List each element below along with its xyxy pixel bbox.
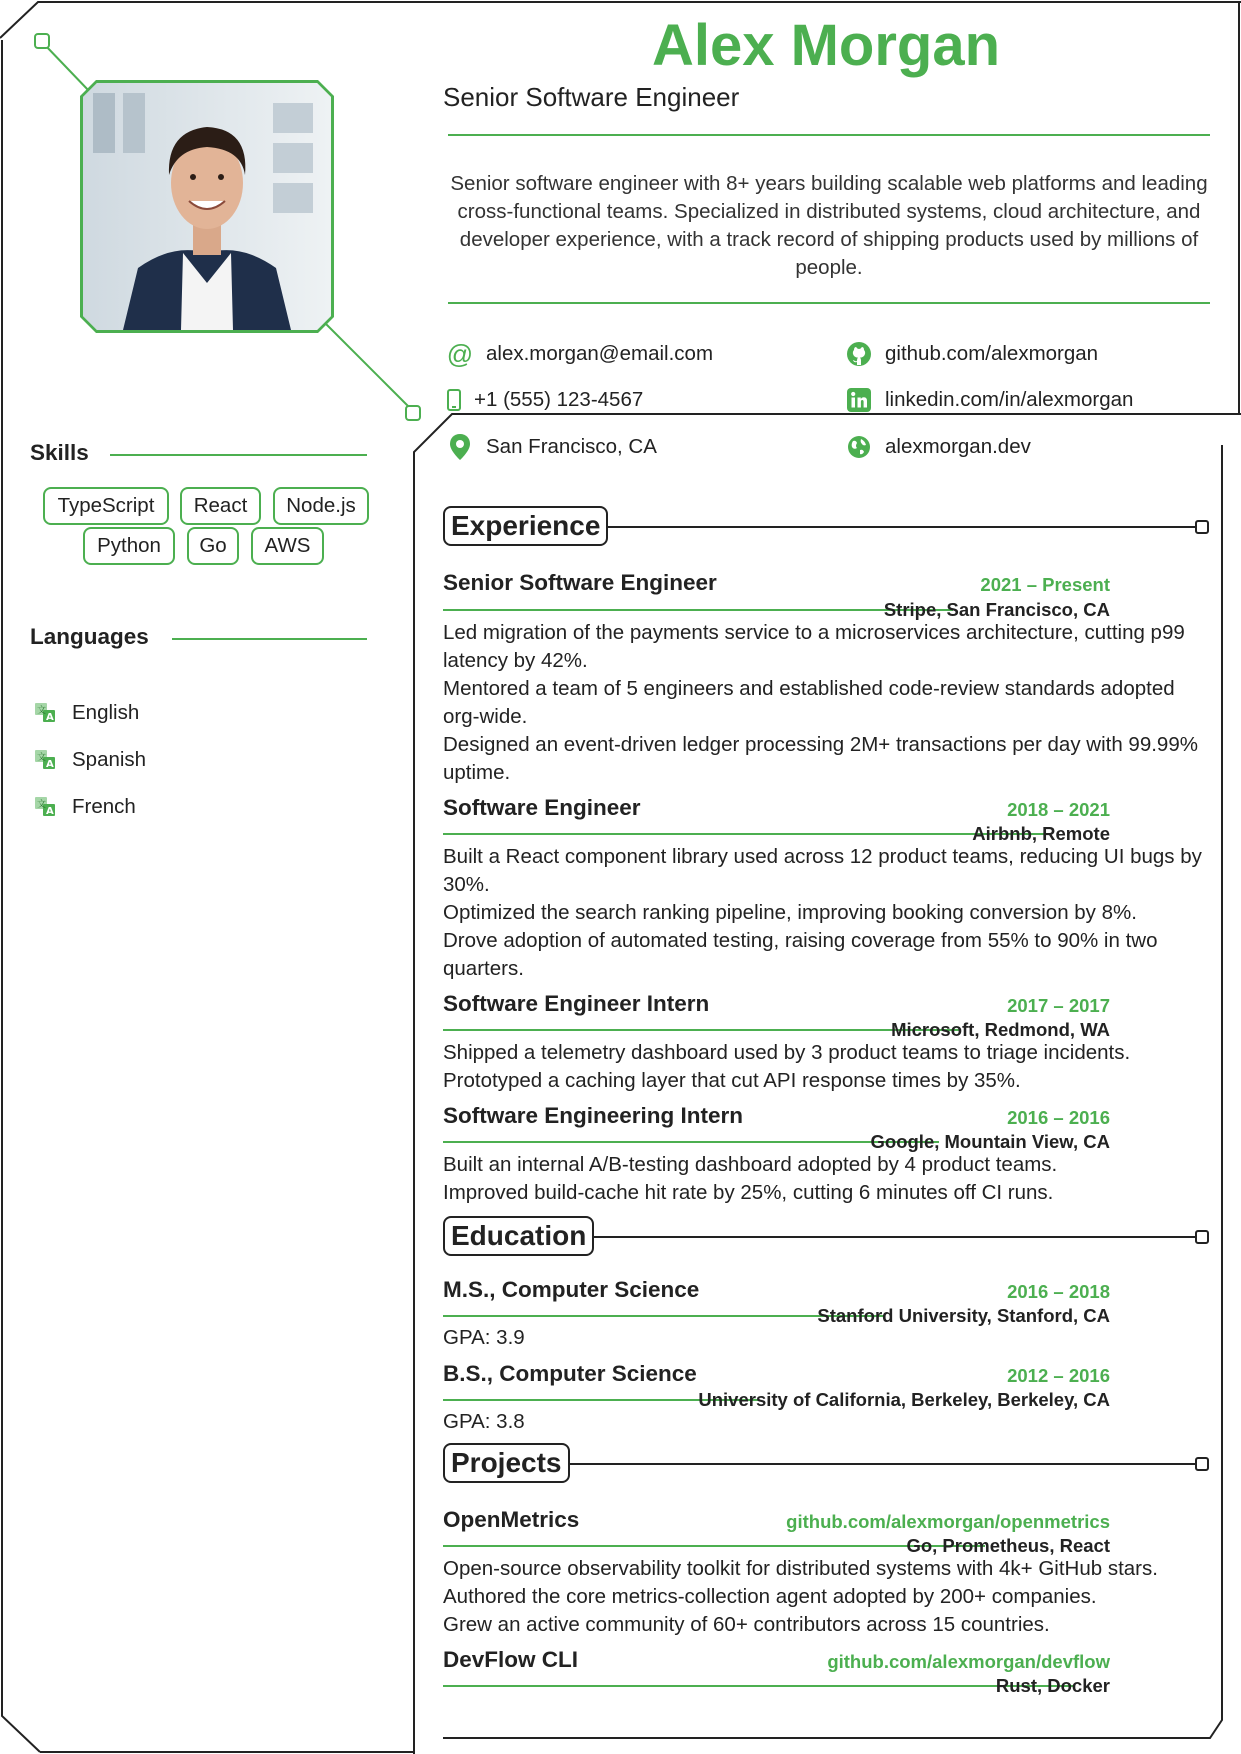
languages-heading-line: [172, 638, 367, 640]
project-bullet: Open-source observability toolkit for distributed systems with 4k+ GitHub stars.: [443, 1557, 1158, 1580]
phone-icon: [446, 386, 462, 414]
skill-chip: Python: [83, 527, 175, 565]
projects-heading-cap: [1195, 1457, 1209, 1471]
skill-chip: React: [180, 487, 261, 525]
candidate-title: Senior Software Engineer: [443, 82, 740, 112]
projects-heading-line: [569, 1463, 1196, 1465]
job-title: Software Engineer: [443, 795, 641, 820]
header-divider: [448, 134, 1210, 136]
job-dates: 2016 – 2016: [1007, 1107, 1110, 1128]
degree-dates: 2016 – 2018: [1007, 1281, 1110, 1302]
job-rule: [443, 1029, 961, 1031]
job-dates: 2018 – 2021: [1007, 799, 1110, 820]
portrait-image: [83, 83, 331, 330]
degree-title: M.S., Computer Science: [443, 1277, 700, 1302]
svg-text:文: 文: [37, 800, 47, 810]
contact-location-text: San Francisco, CA: [486, 435, 657, 458]
language-item: [34, 748, 146, 772]
skill-chip: Node.js: [273, 487, 369, 525]
project-bullet: Grew an active community of 60+ contributors across 15 countries.: [443, 1613, 1050, 1636]
skills-heading-line: [110, 454, 367, 456]
skill-chip: TypeScript: [43, 487, 169, 525]
contact-github[interactable]: [845, 340, 1098, 368]
skills-heading: Skills: [30, 440, 89, 465]
job-bullet: Built a React component library used across 12 product teams, reducing UI bugs by 30%.: [443, 845, 1202, 896]
degree-gpa: GPA: 3.8: [443, 1410, 525, 1433]
svg-text:A: A: [46, 806, 54, 817]
job-title: Software Engineer Intern: [443, 991, 710, 1016]
contact-location: [446, 433, 657, 461]
contact-linkedin[interactable]: [845, 386, 1133, 414]
map-pin-icon: [446, 433, 474, 461]
job-bullet: Designed an event-driven ledger processing 2M+ transactions per day with 99.99% uptime.: [443, 733, 1198, 784]
svg-text:文: 文: [37, 753, 47, 763]
job-bullet: Prototyped a caching layer that cut API response times by 35%.: [443, 1069, 1021, 1092]
project-link[interactable]: github.com/alexmorgan/openmetrics: [786, 1511, 1110, 1532]
svg-text:A: A: [46, 759, 54, 770]
job-bullet: Drove adoption of automated testing, raising coverage from 55% to 90% in two quarters.: [443, 929, 1158, 980]
svg-text:文: 文: [37, 706, 47, 716]
project-bullet: Authored the core metrics-collection agent adopted by 200+ companies.: [443, 1585, 1097, 1608]
job-bullets: [443, 619, 1213, 787]
language-label: Spanish: [72, 748, 147, 771]
job-bullet: Mentored a team of 5 engineers and established code-review standards adopted org-wide.: [443, 677, 1175, 728]
job-org: Airbnb, Remote: [972, 823, 1110, 844]
project-rule: [443, 1685, 1073, 1687]
job-bullet: Shipped a telemetry dashboard used by 3 product teams to triage incidents.: [443, 1041, 1131, 1064]
job-rule: [443, 609, 953, 611]
experience-heading: Experience: [443, 506, 608, 546]
projects-heading: Projects: [443, 1443, 570, 1483]
job-dates: 2017 – 2017: [1007, 995, 1110, 1016]
job-title: Senior Software Engineer: [443, 570, 717, 595]
job-org: Stripe, San Francisco, CA: [883, 599, 1110, 620]
languages-heading: Languages: [30, 624, 149, 649]
at-icon: @: [446, 338, 474, 369]
contact-email[interactable]: [446, 340, 713, 368]
job-org: Microsoft, Redmond, WA: [891, 1019, 1110, 1040]
degree-school: University of California, Berkeley, Berkeley, CA: [698, 1389, 1110, 1410]
job-bullet: Improved build-cache hit rate by 25%, cutting 6 minutes off CI runs.: [443, 1181, 1054, 1204]
job-rule: [443, 1141, 939, 1143]
job-bullet: Led migration of the payments service to a microservices architecture, cutting p99 latency by 42%.: [443, 621, 1185, 672]
contact-github-text: github.com/alexmorgan: [885, 342, 1099, 365]
skill-chip: AWS: [251, 527, 324, 565]
job-rule: [443, 833, 1047, 835]
job-org: Google, Mountain View, CA: [870, 1131, 1110, 1152]
translate-icon: [34, 702, 56, 724]
project-tech: Go, Prometheus, React: [906, 1535, 1110, 1556]
degree-dates: 2012 – 2016: [1007, 1365, 1110, 1386]
contact-linkedin-text: linkedin.com/in/alexmorgan: [885, 388, 1134, 411]
experience-heading-line: [608, 526, 1196, 528]
summary-text: Senior software engineer with 8+ years building scalable web platforms and leading cross-functional teams. Specialized in distributed systems, cloud architecture, and developer experience, with a track record of shipping products used by millions of people.: [450, 172, 1208, 279]
education-heading-line: [594, 1236, 1196, 1238]
contact-phone-text: +1 (555) 123-4567: [474, 388, 644, 411]
project-bullets: [443, 1555, 1213, 1639]
contact-website-text: alexmorgan.dev: [885, 435, 1031, 458]
job-dates: 2021 – Present: [980, 574, 1110, 595]
education-heading-cap: [1195, 1230, 1209, 1244]
svg-text:A: A: [46, 712, 54, 723]
translate-icon: [34, 749, 56, 771]
project-tech: Rust, Docker: [995, 1675, 1110, 1696]
candidate-name: Alex Morgan: [651, 13, 1001, 78]
job-title: Software Engineering Intern: [443, 1103, 744, 1128]
language-item: [34, 795, 136, 819]
job-bullets: [443, 1151, 1213, 1207]
project-link[interactable]: github.com/alexmorgan/devflow: [827, 1651, 1110, 1672]
summary-divider: [448, 302, 1210, 304]
contact-website[interactable]: [845, 433, 1031, 461]
linkedin-icon: [845, 386, 873, 414]
degree-school: Stanford University, Stanford, CA: [817, 1305, 1110, 1326]
education-heading: Education: [443, 1216, 594, 1256]
project-name: DevFlow CLI: [443, 1647, 579, 1672]
job-bullets: [443, 1039, 1213, 1095]
degree-title: B.S., Computer Science: [443, 1361, 697, 1386]
globe-icon: [845, 433, 873, 461]
job-bullet: Optimized the search ranking pipeline, improving booking conversion by 8%.: [443, 901, 1137, 924]
github-icon: [845, 340, 873, 368]
profile-photo: [80, 80, 334, 333]
language-item: [34, 701, 139, 725]
job-bullets: [443, 843, 1213, 983]
project-name: OpenMetrics: [443, 1507, 580, 1532]
contact-phone[interactable]: [446, 386, 643, 414]
experience-heading-cap: [1195, 520, 1209, 534]
skill-chip: Go: [187, 527, 239, 565]
contact-email-text: alex.morgan@email.com: [486, 342, 714, 365]
job-bullet: Built an internal A/B-testing dashboard adopted by 4 product teams.: [443, 1153, 1058, 1176]
project-rule: [443, 1545, 985, 1547]
translate-icon: [34, 796, 56, 818]
degree-gpa: GPA: 3.9: [443, 1326, 525, 1349]
language-label: French: [72, 795, 136, 818]
language-label: English: [72, 701, 140, 724]
